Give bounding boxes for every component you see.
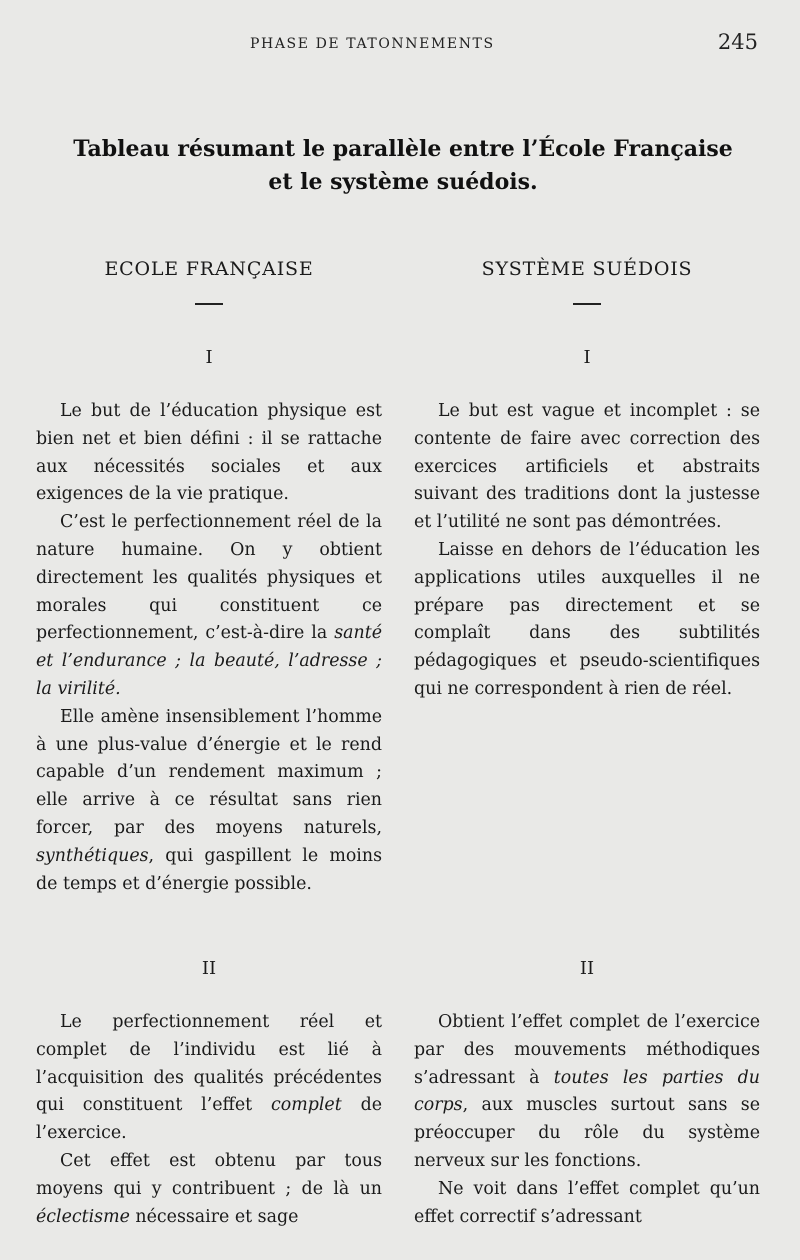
- paragraph: Elle amène insensiblement l’homme à une plus-value d’énergie et le rend capable d’un rendement maximum ; elle arrive à ce résultat sans rien forcer, par des moyens naturels, synthétiques, qui gaspillent le moins de temps et d’énergie possible.: [36, 706, 382, 894]
- column-heading-left: ECOLE FRANÇAISE: [104, 258, 314, 280]
- section-text-right-1: [414, 398, 760, 704]
- page-title-line-1: Tableau résumant le parallèle entre l’École Française: [73, 136, 733, 162]
- section-numeral-left-2: II: [201, 958, 217, 979]
- paragraph: Cet effet est obtenu par tous moyens qui y contribuent ; de là un éclectisme nécessaire et sage: [36, 1150, 382, 1227]
- page-number: 245: [717, 30, 758, 54]
- section-text-left-1: [36, 398, 382, 898]
- column-systeme-suedois: [414, 0, 760, 1260]
- heading-rule-left: [195, 303, 223, 305]
- heading-rule-right: [573, 303, 601, 305]
- paragraph: Obtient l’effet complet de l’exercice par des mouvements méthodiques s’adressant à toutes les parties du corps, aux muscles surtout sans se préoccuper du rôle du système nerveux sur les fonctions.: [414, 1012, 761, 1171]
- column-ecole-francaise: [36, 0, 382, 1260]
- section-numeral-right-2: II: [579, 958, 595, 979]
- section-numeral-right-1: I: [583, 347, 591, 368]
- page-title-line-2: et le système suédois.: [268, 169, 538, 195]
- paragraph: Ne voit dans l’effet complet qu’un effet correctif s’adressant: [414, 1178, 760, 1227]
- paragraph: Laisse en dehors de l’éducation les applications utiles auxquelles il ne prépare pas directement et se complaît dans des subtilités pédagogiques et pseudo-scientifiques qui ne correspondent à rien de réel.: [414, 539, 760, 699]
- paragraph: C’est le perfectionnement réel de la nature humaine. On y obtient directement les qualités physiques et morales qui constituent ce perfectionnement, c’est-à-dire la santé et l’endurance ; la beauté, l’adresse ; la virilité.: [36, 512, 382, 699]
- column-heading-right: SYSTÈME SUÉDOIS: [481, 258, 693, 280]
- section-numeral-left-1: I: [205, 347, 213, 368]
- paragraph: Le but de l’éducation physique est bien net et bien défini : il se rattache aux nécessités sociales et aux exigences de la vie pratique.: [36, 401, 382, 505]
- section-text-left-2: [36, 1009, 382, 1231]
- section-text-right-2: [414, 1009, 760, 1231]
- paragraph: Le perfectionnement réel et complet de l’individu est lié à l’acquisition des qualités précédentes qui constituent l’effet complet de l’exercice.: [36, 1012, 382, 1144]
- running-title: PHASE DE TATONNEMENTS: [250, 36, 495, 52]
- paragraph: Le but est vague et incomplet : se contente de faire avec correction des exercices artificiels et abstraits suivant des traditions dont la justesse et l’utilité ne sont pas démontrées.: [414, 401, 760, 533]
